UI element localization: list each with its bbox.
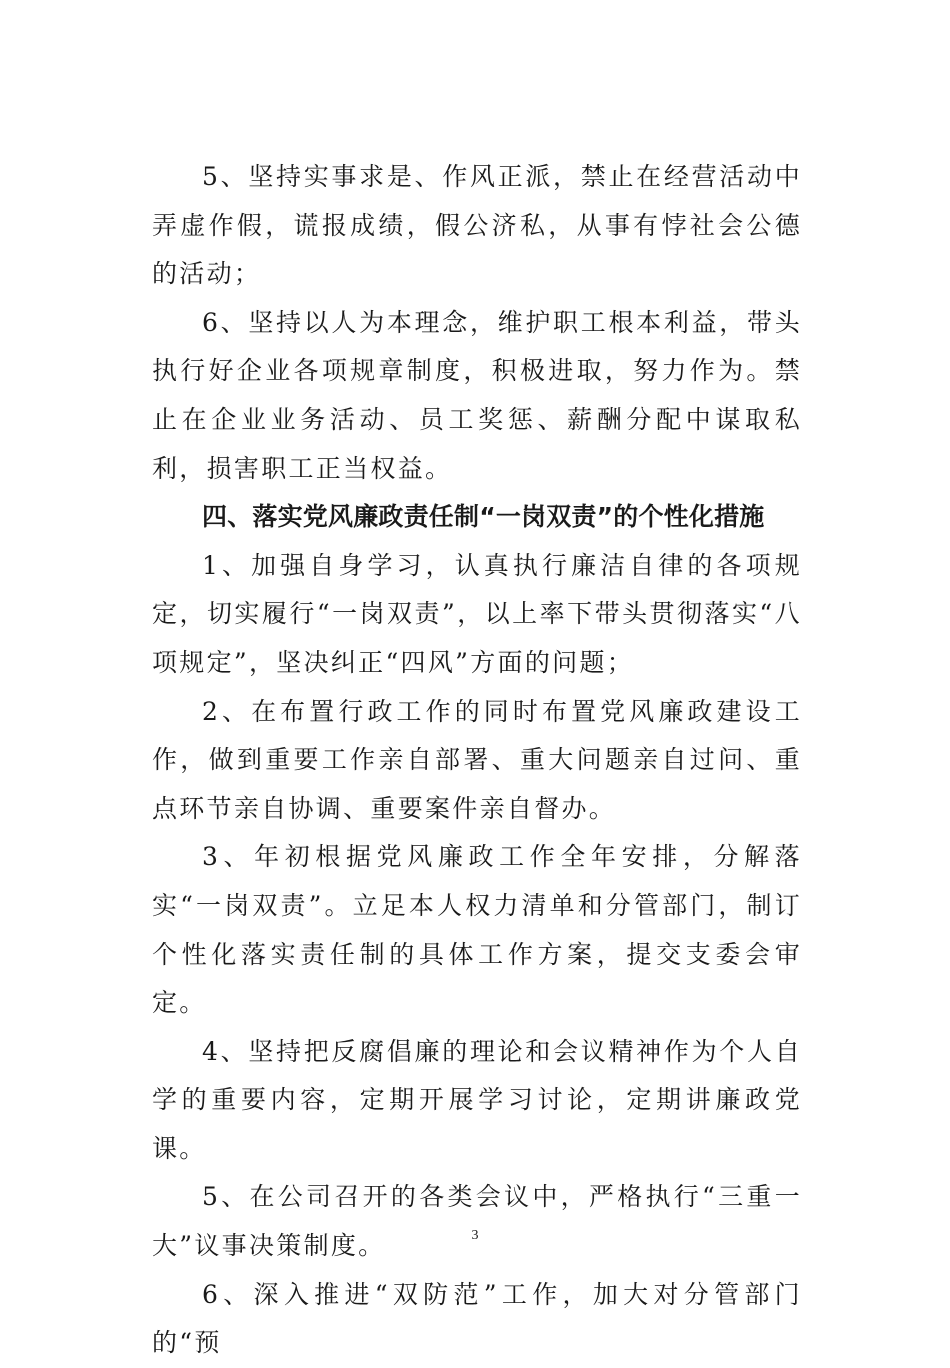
page-number: 3	[471, 1228, 479, 1243]
document-body	[152, 153, 802, 1368]
paragraph-measure-6: 6、深入推进“双防范”工作，加大对分管部门的“预	[152, 1279, 802, 1358]
paragraph-measure-4: 4、坚持把反腐倡廉的理论和会议精神作为个人自学的重要内容，定期开展学习讨论，定期讲廉政党课。	[152, 1036, 802, 1163]
paragraph-item-6-people-oriented: 6、坚持以人为本理念，维护职工根本利益，带头执行好企业各项规章制度，积极进取，努力作为。禁止在企业业务活动、员工奖惩、薪酬分配中谋取私利，损害职工正当权益。	[152, 307, 802, 483]
paragraph-measure-3: 3、年初根据党风廉政工作全年安排，分解落实“一岗双责”。立足本人权力清单和分管部门，制订个性化落实责任制的具体工作方案，提交支委会审定。	[152, 842, 802, 1018]
paragraph-measure-2: 2、在布置行政工作的同时布置党风廉政建设工作，做到重要工作亲自部署、重大问题亲自过问、重点环节亲自协调、重要案件亲自督办。	[152, 696, 802, 823]
paragraph-item-5-integrity: 5、坚持实事求是、作风正派，禁止在经营活动中弄虚作假，谎报成绩，假公济私，从事有悖社会公德的活动；	[152, 162, 802, 289]
section-heading-4: 四、落实党风廉政责任制“一岗双责”的个性化措施	[202, 502, 765, 532]
paragraph-measure-1: 1、加强自身学习，认真执行廉洁自律的各项规定，切实履行“一岗双责”，以上率下带头贯彻落实“八项规定”，坚决纠正“四风”方面的问题；	[152, 550, 802, 677]
paragraph-measure-5: 5、在公司召开的各类会议中，严格执行“三重一大”议事决策制度。	[152, 1182, 802, 1261]
